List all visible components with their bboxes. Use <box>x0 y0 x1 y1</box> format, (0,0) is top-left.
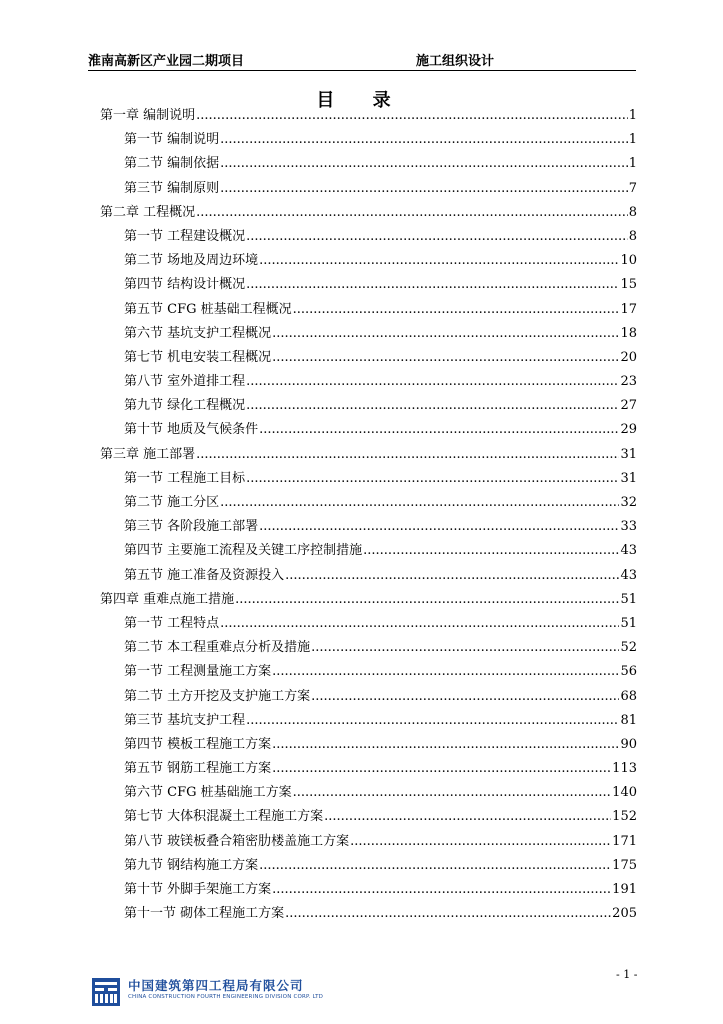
toc-section-entry[interactable] <box>100 467 637 491</box>
toc-page-number: 29 <box>620 422 637 438</box>
document-type: 施工组织设计 <box>416 54 495 69</box>
toc-page-number: 1 <box>628 156 637 172</box>
toc-section-entry[interactable] <box>100 902 637 926</box>
toc-section-entry[interactable] <box>100 273 637 297</box>
toc-entry-label: 第八节 室外道排工程 <box>124 374 246 390</box>
toc-section-entry[interactable] <box>100 418 637 442</box>
toc-page-number: 43 <box>620 543 637 559</box>
toc-entry-label: 第三章 施工部署 <box>100 446 196 462</box>
dot-leader <box>246 273 619 297</box>
toc-section-entry[interactable] <box>100 564 637 588</box>
dot-leader <box>259 249 619 273</box>
toc-entry-label: 第四节 主要施工流程及关键工序控制措施 <box>124 543 363 559</box>
toc-section-entry[interactable] <box>100 322 637 346</box>
toc-page-number: 1 <box>628 132 637 148</box>
toc-entry-label: 第九节 绿化工程概况 <box>124 398 246 414</box>
toc-title: 目 录 <box>316 90 407 111</box>
toc-page-number: 15 <box>620 277 637 293</box>
toc-section-entry[interactable] <box>100 805 637 829</box>
dot-leader <box>246 225 628 249</box>
toc-section-entry[interactable] <box>100 152 637 176</box>
toc-section-entry[interactable] <box>100 249 637 273</box>
toc-page-number: 8 <box>628 204 637 220</box>
dot-leader <box>259 515 619 539</box>
toc-section-entry[interactable] <box>100 660 637 684</box>
dot-leader <box>220 152 628 176</box>
toc-page-number: 52 <box>620 640 637 656</box>
dot-leader <box>272 346 619 370</box>
toc-entry-label: 第二节 场地及周边环境 <box>124 253 259 269</box>
dot-leader <box>220 177 628 201</box>
toc-entry-label: 第二节 土方开挖及支护施工方案 <box>124 688 311 704</box>
toc-section-entry[interactable] <box>100 878 637 902</box>
toc-page-number: 51 <box>620 615 637 631</box>
toc-entry-label: 第四章 重难点施工措施 <box>100 591 235 607</box>
toc-page-number: 171 <box>612 833 637 849</box>
dot-leader <box>311 685 619 709</box>
toc-section-entry[interactable] <box>100 854 637 878</box>
toc-page-number: 23 <box>620 374 637 390</box>
toc-page-number: 7 <box>628 180 637 196</box>
toc-page-number: 152 <box>612 809 637 825</box>
toc-page-number: 31 <box>620 446 637 462</box>
toc-page-number: 31 <box>620 470 637 486</box>
dot-leader <box>246 709 619 733</box>
dot-leader <box>293 781 612 805</box>
toc-entry-label: 第九节 钢结构施工方案 <box>124 857 259 873</box>
toc-page-number: 90 <box>620 736 637 752</box>
toc-page-number: 175 <box>612 857 637 873</box>
toc-entry-label: 第一节 工程建设概况 <box>124 228 246 244</box>
toc-entry-label: 第六节 CFG 桩基础施工方案 <box>124 785 292 801</box>
dot-leader <box>220 612 619 636</box>
dot-leader <box>285 902 611 926</box>
toc-page-number: 113 <box>612 761 637 777</box>
toc-page-number: 68 <box>620 688 637 704</box>
toc-entry-label: 第五节 钢筋工程施工方案 <box>124 761 272 777</box>
toc-entry-label: 第二章 工程概况 <box>100 204 196 220</box>
dot-leader <box>259 854 611 878</box>
dot-leader <box>246 467 619 491</box>
toc-page-number: 191 <box>612 882 637 897</box>
dot-leader <box>363 539 619 563</box>
toc-chapter-entry[interactable] <box>100 443 637 467</box>
dot-leader <box>220 128 628 152</box>
toc-chapter-entry[interactable] <box>100 201 637 225</box>
company-name-en: CHINA CONSTRUCTION FOURTH ENGINEERING DIVISION CORP. LTD <box>128 994 324 1000</box>
toc-section-entry[interactable] <box>100 298 637 322</box>
toc-entry-label: 第七节 机电安装工程概况 <box>124 349 272 365</box>
toc-entry-label: 第一节 工程特点 <box>124 615 220 631</box>
toc-section-entry[interactable] <box>100 491 637 515</box>
toc-page-number: 27 <box>620 398 637 414</box>
toc-entry-label: 第四节 结构设计概况 <box>124 277 246 293</box>
toc-entry-label: 第三节 各阶段施工部署 <box>124 519 259 535</box>
toc-page-number: 43 <box>620 567 637 583</box>
company-name-cn: 中国建筑第四工程局有限公司 <box>128 978 304 993</box>
toc-page-number: 140 <box>612 785 637 801</box>
toc-entry-label: 第一节 工程测量施工方案 <box>124 664 272 680</box>
toc-entry-label: 第十节 地质及气候条件 <box>124 422 259 438</box>
dot-leader <box>246 370 619 394</box>
toc-section-entry[interactable] <box>100 394 637 418</box>
toc-section-entry[interactable] <box>100 612 637 636</box>
toc-entry-label: 第一节 编制说明 <box>124 132 220 148</box>
toc-page-number: 32 <box>620 495 637 510</box>
toc-entry-label: 第一章 编制说明 <box>100 108 196 123</box>
toc-section-entry[interactable] <box>100 370 637 394</box>
toc-entry-label: 第五节 CFG 桩基础工程概况 <box>124 301 292 317</box>
dot-leader <box>272 878 611 902</box>
toc-entry-label: 第七节 大体积混凝土工程施工方案 <box>124 809 324 825</box>
toc-entry-label: 第四节 模板工程施工方案 <box>124 736 272 752</box>
toc-section-entry[interactable] <box>100 346 637 370</box>
toc-entry-label: 第二节 编制依据 <box>124 156 220 172</box>
toc-page-number: 10 <box>620 253 637 269</box>
dot-leader <box>311 636 619 660</box>
page-number: - 1 - <box>616 968 638 981</box>
dot-leader <box>350 830 611 854</box>
toc-page-number: 18 <box>620 325 637 341</box>
toc-section-entry[interactable] <box>100 685 637 709</box>
toc-section-entry[interactable] <box>100 515 637 539</box>
dot-leader <box>196 443 619 467</box>
dot-leader <box>272 733 619 757</box>
cscec-logo-icon <box>92 978 120 1006</box>
dot-leader <box>272 322 619 346</box>
toc-entry-label: 第五节 施工准备及资源投入 <box>124 567 285 583</box>
toc-entry-label: 第十一节 砌体工程施工方案 <box>124 906 285 922</box>
toc-entry-label: 第二节 本工程重难点分析及措施 <box>124 640 311 656</box>
toc-section-entry[interactable] <box>100 225 637 249</box>
toc-page-number: 1 <box>628 108 637 123</box>
page-header <box>88 50 636 71</box>
toc-entry-label: 第一节 工程施工目标 <box>124 470 246 486</box>
dot-leader <box>246 394 619 418</box>
dot-leader <box>220 491 619 515</box>
dot-leader <box>272 757 611 781</box>
dot-leader <box>293 298 620 322</box>
dot-leader <box>196 201 628 225</box>
toc-entry-label: 第六节 基坑支护工程概况 <box>124 325 272 341</box>
dot-leader <box>235 588 619 612</box>
toc-page-number: 205 <box>612 906 637 922</box>
project-name: 淮南高新区产业园二期项目 <box>88 54 245 69</box>
toc-section-entry[interactable] <box>100 757 637 781</box>
toc-section-entry[interactable] <box>100 539 637 563</box>
toc-section-entry[interactable] <box>100 128 637 152</box>
toc-entry-label: 第十节 外脚手架施工方案 <box>124 882 272 897</box>
toc-section-entry[interactable] <box>100 636 637 660</box>
dot-leader <box>285 564 619 588</box>
dot-leader <box>196 104 628 128</box>
toc-page-number: 33 <box>620 519 637 535</box>
toc-page-number: 81 <box>620 712 637 728</box>
toc-section-entry[interactable] <box>100 177 637 201</box>
toc-section-entry[interactable] <box>100 830 637 854</box>
toc-page-number: 8 <box>628 228 637 244</box>
toc-entry-label: 第三节 基坑支护工程 <box>124 712 246 728</box>
toc-page-number: 51 <box>620 591 637 607</box>
toc-entry-label: 第二节 施工分区 <box>124 495 220 510</box>
toc-entry-label: 第八节 玻镁板叠合箱密肋楼盖施工方案 <box>124 833 350 849</box>
dot-leader <box>272 660 619 684</box>
toc-entry-label: 第三节 编制原则 <box>124 180 220 196</box>
toc-page-number: 17 <box>620 301 637 317</box>
dot-leader <box>324 805 611 829</box>
toc-section-entry[interactable] <box>100 781 637 805</box>
toc-page-number: 56 <box>620 664 637 680</box>
toc-chapter-entry[interactable] <box>100 104 637 128</box>
toc-section-entry[interactable] <box>100 733 637 757</box>
toc-chapter-entry[interactable] <box>100 588 637 612</box>
toc-page-number: 20 <box>620 349 637 365</box>
toc-section-entry[interactable] <box>100 709 637 733</box>
dot-leader <box>259 418 619 442</box>
table-of-contents <box>100 104 637 926</box>
